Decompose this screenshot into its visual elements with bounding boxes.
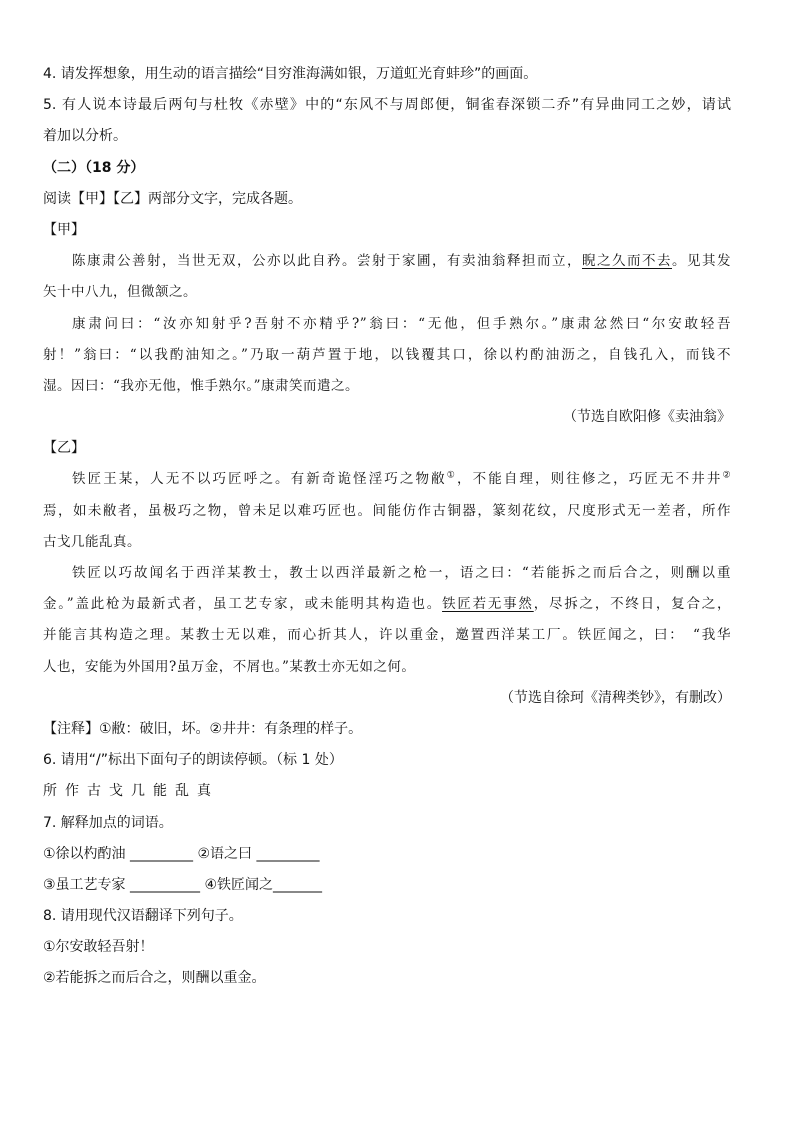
passage-b-line	[43, 620, 731, 651]
text-segment: 。见其发	[672, 253, 731, 270]
text-segment: 【甲】	[43, 221, 85, 238]
text-segment: 射！”翁曰：“以我酌油知之。”乃取一葫芦置于地，以钱覆其口，徐以杓酌油沥之，自钱孔入，而钱不	[43, 346, 731, 363]
question-7-items-1	[43, 839, 731, 870]
text-segment: （节选自徐珂《清稗类钞》，有删改）	[500, 689, 731, 706]
text-segment: 焉，如未敝者，虽极巧之物，曾未足以难巧匠也。间能仿作古铜器，篆刻花纹，尺度形式无一差者，所作	[43, 502, 731, 519]
text-segment: 矢十中八九，但微颔之。	[43, 284, 197, 301]
text-segment: 铁匠王某，人无不以巧匠呼之。有新奇诡怪淫巧之物敝	[72, 471, 447, 488]
text-segment: ①尔安敢轻吾射！	[43, 939, 154, 956]
text-segment: 7. 解释加点的词语。	[43, 814, 173, 831]
text-segment: 金。”盖此枪为最新式者，虽工艺专家，或未能明其构造也。	[43, 596, 443, 613]
question-7-items-2	[43, 870, 731, 901]
passage-a-source	[43, 402, 731, 433]
passage-b-line	[43, 589, 731, 620]
passage-b-line	[43, 527, 731, 558]
annotation	[43, 714, 731, 745]
text-segment: ①徐以杓酌油 _________ ②语之曰 _________	[43, 845, 320, 862]
text-segment: ，尽拆之，不终日，复合之，	[533, 596, 731, 613]
text-segment: ③虽工艺专家 __________ ④铁匠闻之_______	[43, 876, 323, 893]
question-4	[43, 59, 731, 90]
text-segment: 康肃问曰：“汝亦知射乎?吾射不亦精乎?”翁曰：“无他，但手熟尔。”康肃忿然曰“尔安敢轻吾	[72, 315, 731, 332]
footnote-marker: ①	[446, 470, 457, 481]
question-5	[43, 90, 731, 121]
passage-b-line	[43, 652, 731, 683]
passage-a-label	[43, 215, 731, 246]
text-segment: （节选自欧阳修《卖油翁》	[563, 409, 731, 426]
question-6-sentence	[43, 776, 731, 807]
text-segment: 6. 请用“/”标出下面句子的朗读停顿。（标 1 处）	[43, 752, 343, 769]
text-segment: 陈康肃公善射，当世无双，公亦以此自矜。尝射于家圃，有卖油翁释担而立，	[72, 253, 582, 270]
text-segment: 湿。因曰：“我亦无他，惟手熟尔。”康肃笑而遣之。	[43, 377, 360, 394]
footnote-marker: ②	[722, 470, 731, 481]
text-segment: ②若能拆之而后合之，则酬以重金。	[43, 970, 266, 987]
text-segment: 并能言其构造之理。某教士无以难，而心折其人，许以重金，邀置西洋某工厂。铁匠闻之，曰： “我华	[43, 627, 731, 644]
question-7	[43, 808, 731, 839]
text-segment: 【注释】①敝：破旧，坏。②井井：有条理的样子。	[43, 720, 363, 737]
text-segment: 铁匠以巧故闻名于西洋某教士，教士以西洋最新之枪一，语之曰：“若能拆之而后合之，则酬以重	[72, 565, 731, 581]
text-segment: 阅读【甲】【乙】两部分文字，完成各题。	[43, 190, 302, 207]
passage-b-line	[43, 464, 731, 495]
underlined-text: 睨之久而不去	[582, 253, 672, 270]
text-segment: 所作古戈几能乱真	[43, 783, 219, 800]
question-8-item-1	[43, 932, 731, 963]
passage-b-line	[43, 496, 731, 527]
document-page	[43, 59, 731, 995]
passage-b-label	[43, 433, 731, 464]
question-8	[43, 901, 731, 932]
text-segment: 着加以分析。	[43, 128, 127, 145]
passage-b-line	[43, 558, 731, 589]
text-segment: 8. 请用现代汉语翻译下列句子。	[43, 908, 243, 925]
passage-b-source	[43, 683, 731, 714]
question-8-item-2	[43, 963, 731, 994]
passage-a-line	[43, 309, 731, 340]
text-segment: （二）（18 分）	[43, 159, 145, 176]
text-segment: 古戈几能乱真。	[43, 533, 141, 550]
question-6	[43, 745, 731, 776]
reading-instruction	[43, 184, 731, 215]
text-segment: 4. 请发挥想象，用生动的语言描绘“目穷淮海满如银，万道虹光育蚌珍”的画面。	[43, 66, 538, 82]
question-5-cont	[43, 121, 731, 152]
passage-a-line	[43, 277, 731, 308]
text-segment: 5. 有人说本诗最后两句与杜牧《赤壁》中的“东风不与周郎便，铜雀春深锁二乔”有异曲同工之妙，请试	[43, 97, 731, 114]
passage-a-line	[43, 340, 731, 371]
passage-a-line	[43, 371, 731, 402]
section-heading	[43, 153, 731, 184]
text-segment: ，不能自理，则往修之，巧匠无不井井	[456, 471, 723, 488]
text-segment: 【乙】	[43, 440, 85, 457]
text-segment: 人也，安能为外国用?虽万金，不屑也。”某教士亦无如之何。	[43, 658, 416, 675]
passage-a-line	[43, 246, 731, 277]
underlined-text: 铁匠若无事然	[442, 596, 534, 613]
